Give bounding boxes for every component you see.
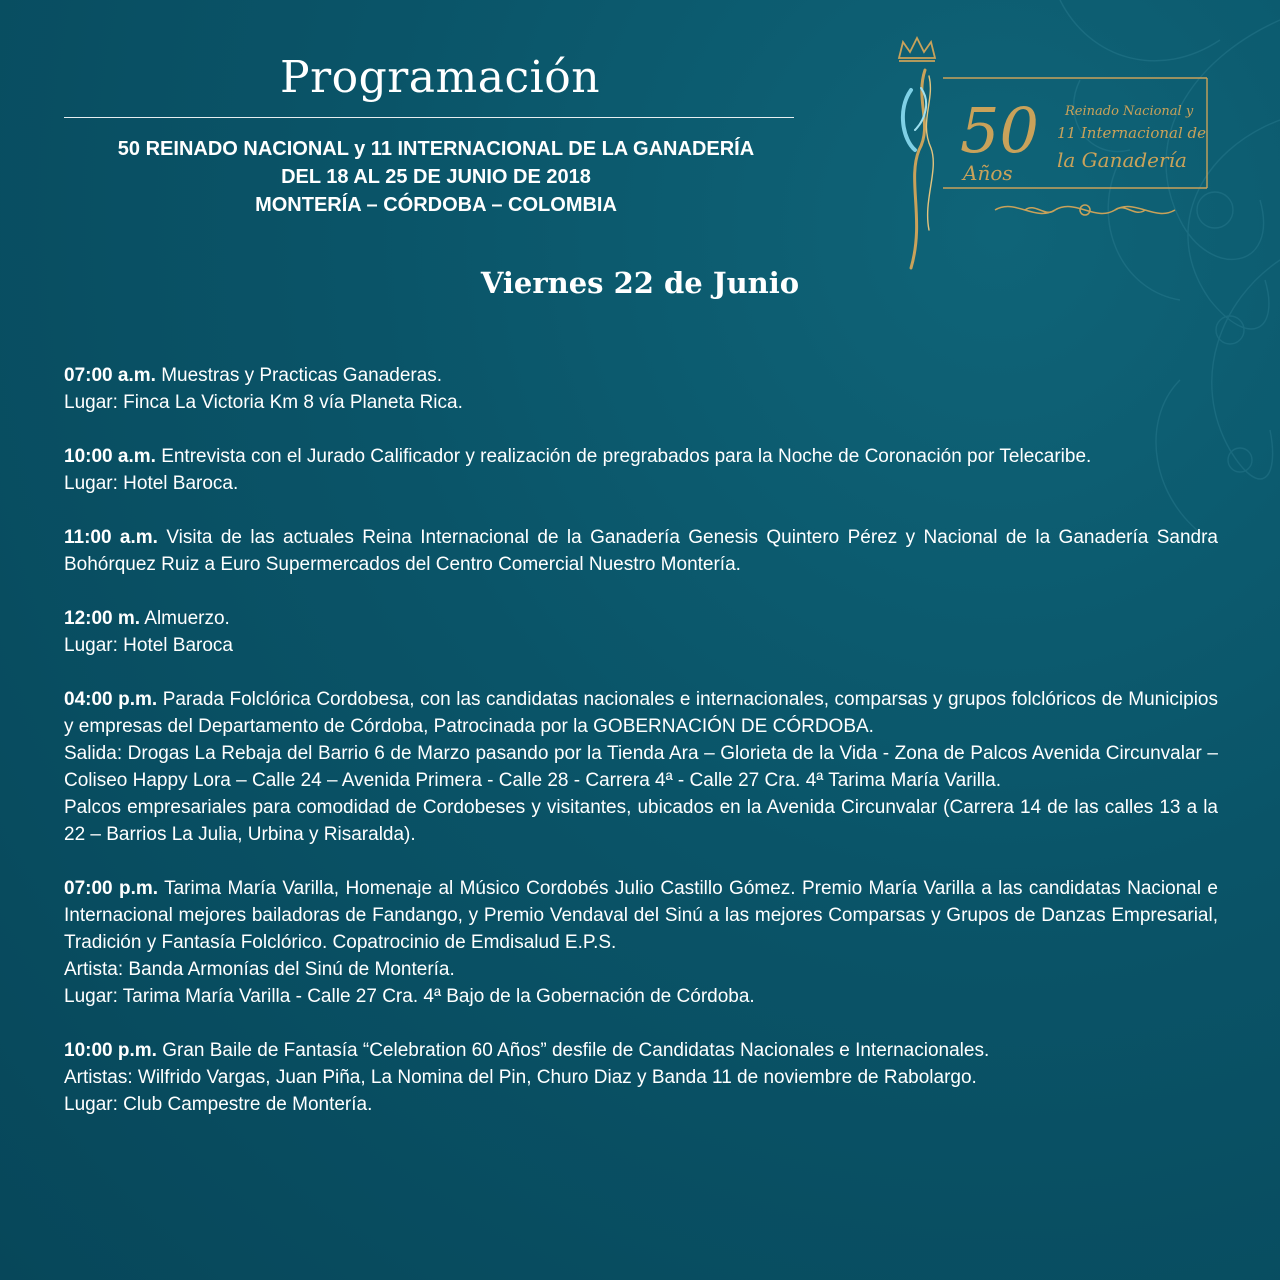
event-dates: DEL 18 AL 25 DE JUNIO DE 2018 (281, 166, 591, 188)
event-detail-line: Lugar: Hotel Baroca (64, 635, 233, 656)
title-divider (64, 117, 794, 118)
event-description (64, 443, 1218, 470)
schedule-event (64, 524, 1218, 578)
event-detail-line: Lugar: Hotel Baroca. (64, 473, 239, 494)
schedule-event (64, 1037, 1218, 1118)
queen-silhouette-icon (903, 70, 933, 268)
event-detail-line: Artista: Banda Armonías del Sinú de Montería. (64, 959, 455, 980)
event-time: 07:00 a.m. (64, 365, 156, 386)
event-time: 04:00 p.m. (64, 689, 158, 710)
logo-number: 50 (960, 94, 1039, 167)
schedule-event (64, 686, 1218, 848)
event-description (64, 605, 1218, 632)
event-description (64, 362, 1218, 389)
event-time: 07:00 p.m. (64, 878, 159, 899)
event-time: 10:00 p.m. (64, 1040, 157, 1061)
event-text: Tarima María Varilla, Homenaje al Músico Cordobés Julio Castillo Gómez. Premio María Varilla a las candidatas Nacional e Internacional mejores bailadoras de Fandango, y Premio Vendaval del Sinú a las mejores Comparsas y Grupos de Danzas Empresarial, Tradición y Fantasía Folclórico. Copatrocinio de Emdisalud E.P.S. (64, 878, 1218, 953)
event-description (64, 524, 1218, 578)
event-name: 50 REINADO NACIONAL y 11 INTERNACIONAL DE LA GANADERÍA (117, 138, 755, 160)
schedule-event (64, 875, 1218, 1010)
event-time: 12:00 m. (64, 608, 141, 629)
logo-years: Años (963, 161, 1013, 185)
event-detail-line: Lugar: Club Campestre de Montería. (64, 1094, 373, 1115)
event-description (64, 686, 1218, 740)
event-detail-line: Lugar: Tarima María Varilla - Calle 27 Cra. 4ª Bajo de la Gobernación de Córdoba. (64, 986, 755, 1007)
event-description (64, 1037, 1218, 1064)
schedule-event (64, 605, 1218, 659)
event-description (64, 875, 1218, 956)
event-time: 11:00 a.m. (64, 527, 158, 548)
event-detail-line: Salida: Drogas La Rebaja del Barrio 6 de Marzo pasando por la Tienda Ara – Glorieta de la Vida - Zona de Palcos Avenida Circunvalar – Coliseo Happy Lora – Calle 24 – Avenida Primera - Calle 28 - Carrera 4ª - Calle 27 Cra. 4ª Tarima María Varilla. (64, 743, 1218, 791)
logo-line-1: Reinado Nacional y (1065, 104, 1194, 119)
event-detail-line: Lugar: Finca La Victoria Km 8 vía Planeta Rica. (64, 392, 463, 413)
schedule-list (64, 362, 1218, 1145)
ornament-flourish-icon (995, 205, 1175, 215)
event-time: 10:00 a.m. (64, 446, 156, 467)
schedule-event (64, 443, 1218, 497)
event-text: Visita de las actuales Reina Internacional de la Ganadería Genesis Quintero Pérez y Nacional de la Ganadería Sandra Bohórquez Ruiz a Euro Supermercados del Centro Comercial Nuestro Montería. (64, 527, 1218, 575)
reinado-50-anos-logo (885, 30, 1220, 280)
event-text: Almuerzo. (144, 608, 230, 629)
day-heading: Viernes 22 de Junio (480, 266, 800, 300)
event-text: Entrevista con el Jurado Calificador y realización de pregrabados para la Noche de Coronación por Telecaribe. (161, 446, 1092, 467)
event-text: Gran Baile de Fantasía “Celebration 60 Años” desfile de Candidatas Nacionales e Internacionales. (162, 1040, 990, 1061)
event-detail-line: Palcos empresariales para comodidad de Cordobeses y visitantes, ubicados en la Avenida Circunvalar (Carrera 14 de las calles 13 a la 22 – Barrios La Julia, Urbina y Risaralda). (64, 797, 1218, 845)
event-location: MONTERÍA – CÓRDOBA – COLOMBIA (255, 194, 617, 216)
event-text: Muestras y Practicas Ganaderas. (161, 365, 443, 386)
event-detail-line: Artistas: Wilfrido Vargas, Juan Piña, La Nomina del Pin, Churo Diaz y Banda 11 de noviembre de Rabolargo. (64, 1067, 977, 1088)
logo-line-3: la Ganadería (1057, 148, 1187, 172)
schedule-event (64, 362, 1218, 416)
crown-icon (899, 38, 935, 61)
event-text: Parada Folclórica Cordobesa, con las candidatas nacionales e internacionales, comparsas y grupos folclóricos de Municipios y empresas del Departamento de Córdoba, Patrocinada por la GOBERNACIÓN DE CÓRDOBA. (64, 689, 1219, 737)
page-title: Programación (279, 52, 601, 103)
logo-line-2: 11 Internacional de (1057, 124, 1206, 142)
